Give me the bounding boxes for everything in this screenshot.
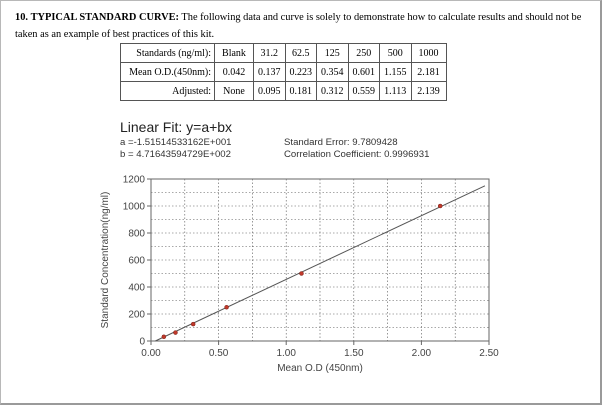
table-cell: 0.223 <box>285 63 317 82</box>
correlation-coefficient: Correlation Coefficient: 0.9996931 <box>284 149 430 160</box>
table-cell: 1.155 <box>380 63 412 82</box>
data-point <box>162 335 166 339</box>
standard-curve-chart <box>1 1 603 406</box>
fit-title: Linear Fit: y=a+bx <box>120 119 233 135</box>
table-cell: 250 <box>348 44 380 63</box>
table-cell: 2.139 <box>411 82 446 101</box>
chart-grid <box>151 179 489 341</box>
x-tick-label: 0.50 <box>208 348 229 359</box>
fit-line <box>155 186 485 341</box>
y-tick-label: 800 <box>128 228 145 240</box>
heading-text-line2: taken as an example of best practices of this kit. <box>15 29 215 40</box>
x-tick-label: 1.00 <box>276 348 296 359</box>
x-tick-label: 2.50 <box>479 348 499 359</box>
y-tick-label: 400 <box>128 282 145 294</box>
x-tick-label: 2.00 <box>411 348 432 359</box>
table-cell: 62.5 <box>285 44 317 63</box>
table-cell: 0.181 <box>285 82 317 101</box>
row-label: Adjusted: <box>121 82 215 101</box>
standard-error: Standard Error: 9.7809428 <box>284 137 398 148</box>
table-cell: 0.137 <box>254 63 286 82</box>
x-tick-label: 0.00 <box>141 348 161 359</box>
y-tick-label: 0 <box>139 336 145 348</box>
table-cell: 125 <box>317 44 349 63</box>
data-point <box>173 331 177 335</box>
table-cell: 0.601 <box>348 63 380 82</box>
table-cell: 0.312 <box>317 82 349 101</box>
data-point <box>191 322 195 326</box>
y-axis-label: Standard Concentration(ng/ml) <box>100 191 111 329</box>
table-cell: 31.2 <box>254 44 286 63</box>
y-tick-label: 1200 <box>122 174 145 186</box>
heading-text-line1: The following data and curve is solely to demonstrate how to calculate results and should not be <box>181 12 582 23</box>
coefficient-a: a =-1.51514533162E+001 <box>120 137 232 148</box>
table-cell: None <box>215 82 254 101</box>
table-cell: 0.354 <box>317 63 349 82</box>
y-tick-label: 1000 <box>122 201 145 213</box>
data-point <box>438 204 442 208</box>
table-cell: Blank <box>215 44 254 63</box>
table-cell: 0.559 <box>348 82 380 101</box>
row-label: Mean O.D.(450nm): <box>121 63 215 82</box>
table-cell: 0.042 <box>215 63 254 82</box>
row-label: Standards (ng/ml): <box>121 44 215 63</box>
section-number: 10. <box>15 12 28 23</box>
chart-ticks <box>123 175 499 360</box>
table-cell: 2.181 <box>411 63 446 82</box>
coefficient-b: b = 4.71643594729E+002 <box>120 149 231 160</box>
table-cell: 0.095 <box>254 82 286 101</box>
data-point <box>225 305 229 309</box>
table-cell: 1000 <box>411 44 446 63</box>
x-axis-label: Mean O.D (450nm) <box>277 363 363 374</box>
table-cell: 500 <box>380 44 412 63</box>
fit-line-group <box>155 186 485 341</box>
x-tick-label: 1.50 <box>344 348 364 359</box>
y-tick-label: 200 <box>128 309 145 321</box>
table-cell: 1.113 <box>380 82 412 101</box>
y-tick-label: 600 <box>128 255 145 267</box>
section-title: TYPICAL STANDARD CURVE: <box>30 12 179 23</box>
data-point <box>299 272 303 276</box>
